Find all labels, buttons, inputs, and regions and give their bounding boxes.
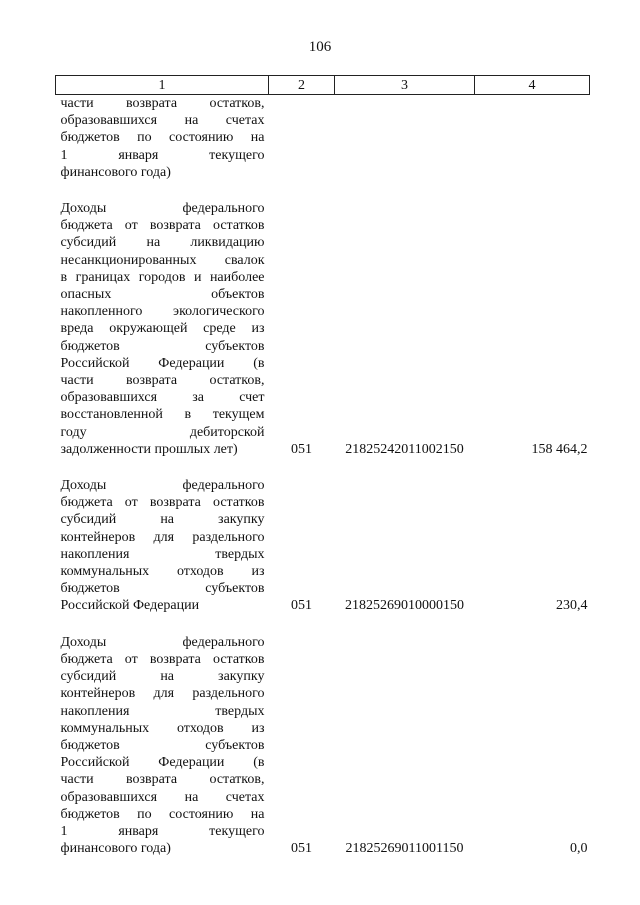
description-line: контейнеров для раздельного: [60, 686, 265, 702]
description-line: Доходы федерального: [60, 201, 265, 217]
column-number-1: 1: [56, 76, 269, 95]
description-line: вреда окружающей среде из: [60, 321, 265, 337]
description-line: контейнеров для раздельного: [60, 529, 265, 545]
description-line: бюджетов по состоянию на: [60, 130, 265, 146]
budget-table: [55, 75, 590, 857]
column-number-4: 4: [475, 76, 590, 95]
table-row: [56, 477, 590, 615]
description-line: субсидий на закупку: [60, 512, 265, 528]
description-line: Доходы федерального: [60, 478, 265, 494]
budget-classification-code: 21825242011002150: [345, 441, 464, 457]
budget-classification-code: [335, 95, 475, 182]
description-line: задолженности прошлых лет): [60, 441, 238, 457]
description-line: субсидий на закупку: [60, 669, 265, 685]
page-number: 106: [308, 39, 332, 55]
description-line: опасных объектов: [60, 287, 265, 303]
description-line: накопления твердых: [60, 703, 265, 719]
row-spacer: [56, 458, 590, 477]
description-line: восстановленной в текущем: [60, 407, 265, 423]
row-spacer: [56, 615, 590, 634]
amount-value: 230,4: [556, 598, 588, 614]
column-number-2: 2: [269, 76, 335, 95]
description-line: бюджета от возврата остатков: [60, 218, 265, 234]
income-description: [56, 95, 269, 182]
budget-classification-code: 21825269010000150: [345, 598, 464, 614]
description-line: образовавшихся за счет: [60, 390, 265, 406]
income-description: [56, 634, 269, 858]
table-row: [56, 95, 590, 182]
description-line: части возврата остатков,: [60, 772, 265, 788]
admin-code: 051: [291, 441, 312, 457]
admin-code: [269, 95, 335, 182]
description-line: накопленного экологического: [60, 304, 265, 320]
description-line: субсидий на ликвидацию: [60, 235, 265, 251]
description-line: образовавшихся на счетах: [60, 113, 265, 129]
description-line: бюджетов субъектов: [60, 737, 265, 753]
description-line: финансового года): [60, 164, 171, 180]
table-row: [56, 200, 590, 458]
column-number-3: 3: [335, 76, 475, 95]
table-row: [56, 634, 590, 858]
description-line: бюджета от возврата остатков: [60, 495, 265, 511]
row-spacer: [56, 181, 590, 200]
amount-value: 158 464,2: [531, 441, 588, 457]
description-line: Российской Федерации (в: [60, 355, 265, 371]
table-header-row: [56, 76, 590, 95]
description-line: коммунальных отходов из: [60, 720, 265, 736]
admin-code: 051: [291, 598, 312, 614]
description-line: бюджетов субъектов: [60, 338, 265, 354]
description-line: части возврата остатков,: [60, 373, 265, 389]
description-line: Российской Федерации (в: [60, 755, 265, 771]
description-line: в границах городов и наиболее: [60, 269, 265, 285]
description-line: бюджетов по состоянию на: [60, 806, 265, 822]
description-line: коммунальных отходов из: [60, 564, 265, 580]
amount-value: [475, 95, 590, 182]
description-line: образовавшихся на счетах: [60, 789, 265, 805]
description-line: 1 января текущего: [60, 823, 265, 839]
description-line: финансового года): [60, 841, 171, 857]
description-line: Доходы федерального: [60, 634, 265, 650]
description-line: бюджета от возврата остатков: [60, 651, 265, 667]
description-line: бюджетов субъектов: [60, 581, 265, 597]
income-description: [56, 200, 269, 458]
admin-code: 051: [291, 841, 312, 857]
description-line: накопления твердых: [60, 546, 265, 562]
income-description: [56, 477, 269, 615]
description-line: 1 января текущего: [60, 147, 265, 163]
description-line: году дебиторской: [60, 424, 265, 440]
description-line: части возврата остатков,: [60, 96, 265, 111]
amount-value: 0,0: [570, 841, 588, 857]
description-line: несанкционированных свалок: [60, 252, 265, 268]
description-line: Российской Федерации: [60, 598, 200, 614]
budget-classification-code: 21825269011001150: [345, 841, 464, 857]
